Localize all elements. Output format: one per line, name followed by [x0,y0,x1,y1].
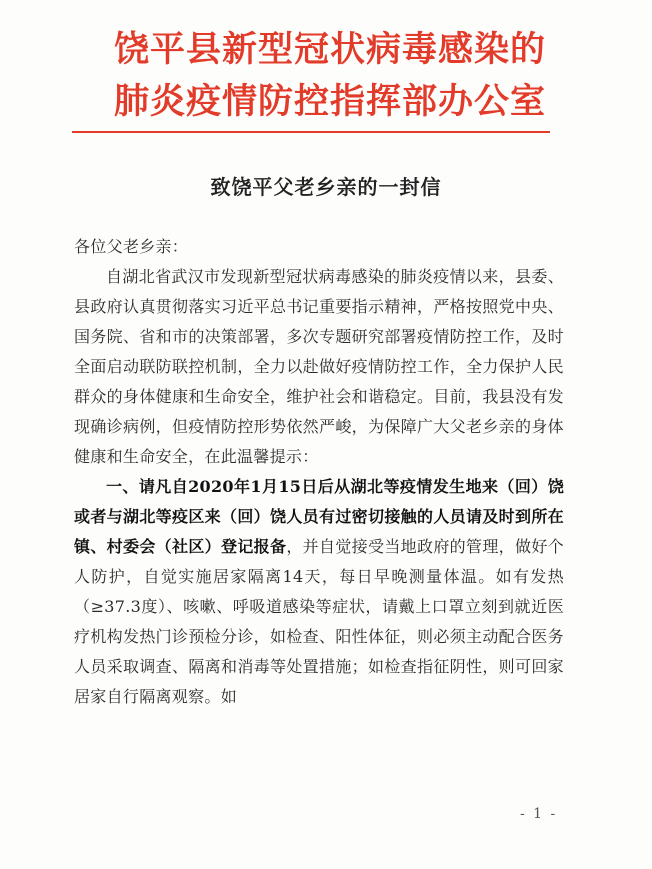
page-number: - 1 - [520,806,558,822]
paragraph-intro: 自湖北省武汉市发现新型冠状病毒感染的肺炎疫情以来，县委、县政府认真贯彻落实习近平总书记重要指示精神，严格按照党中央、国务院、省和市的决策部署，多次专题研究部署疫情防控工作，及时全面启动联防联控机制，全力以赴做好疫情防控工作，全力保护人民群众的身体健康和生命安全，维护社会和谐稳定。目前，我县没有发现确诊病例，但疫情防控形势依然严峻，为保障广大父老乡亲的身体健康和生命安全，在此温馨提示： [74,267,564,466]
header-divider [72,131,550,133]
paragraph-item-1-text: ，并自觉接受当地政府的管理，做好个人防护，自觉实施居家隔离14天，每日早晚测量体温。如有发热（≥37.3度）、咳嗽、呼吸道感染等症状，请戴上口罩立刻到就近医疗机构发热门诊预检分诊，如检查、阳性体征，则必须主动配合医务人员采取调查、隔离和消毒等处置措施；如检查指征阴性，则可回家居家自行隔离观察。如 [74,537,564,706]
issuer-header [70,24,590,128]
issuer-header-line2: 肺炎疫情防控指挥部办公室 [113,81,546,122]
salutation: 各位父老乡亲： [74,237,189,256]
paragraph-item-1-emphasis: 一、请凡自2020年1月15日后从湖北等疫情发生地来（回）饶或者与湖北等疫区来（回）饶人员有过密切接触的人员请及时到所在镇、村委会（社区）登记报备 [74,477,564,556]
issuer-header-line1: 饶平县新型冠状病毒感染的 [113,29,546,70]
letter-body [74,232,564,712]
paragraph-item-1 [74,472,564,712]
letter-title: 致饶平父老乡亲的一封信 [210,175,442,199]
